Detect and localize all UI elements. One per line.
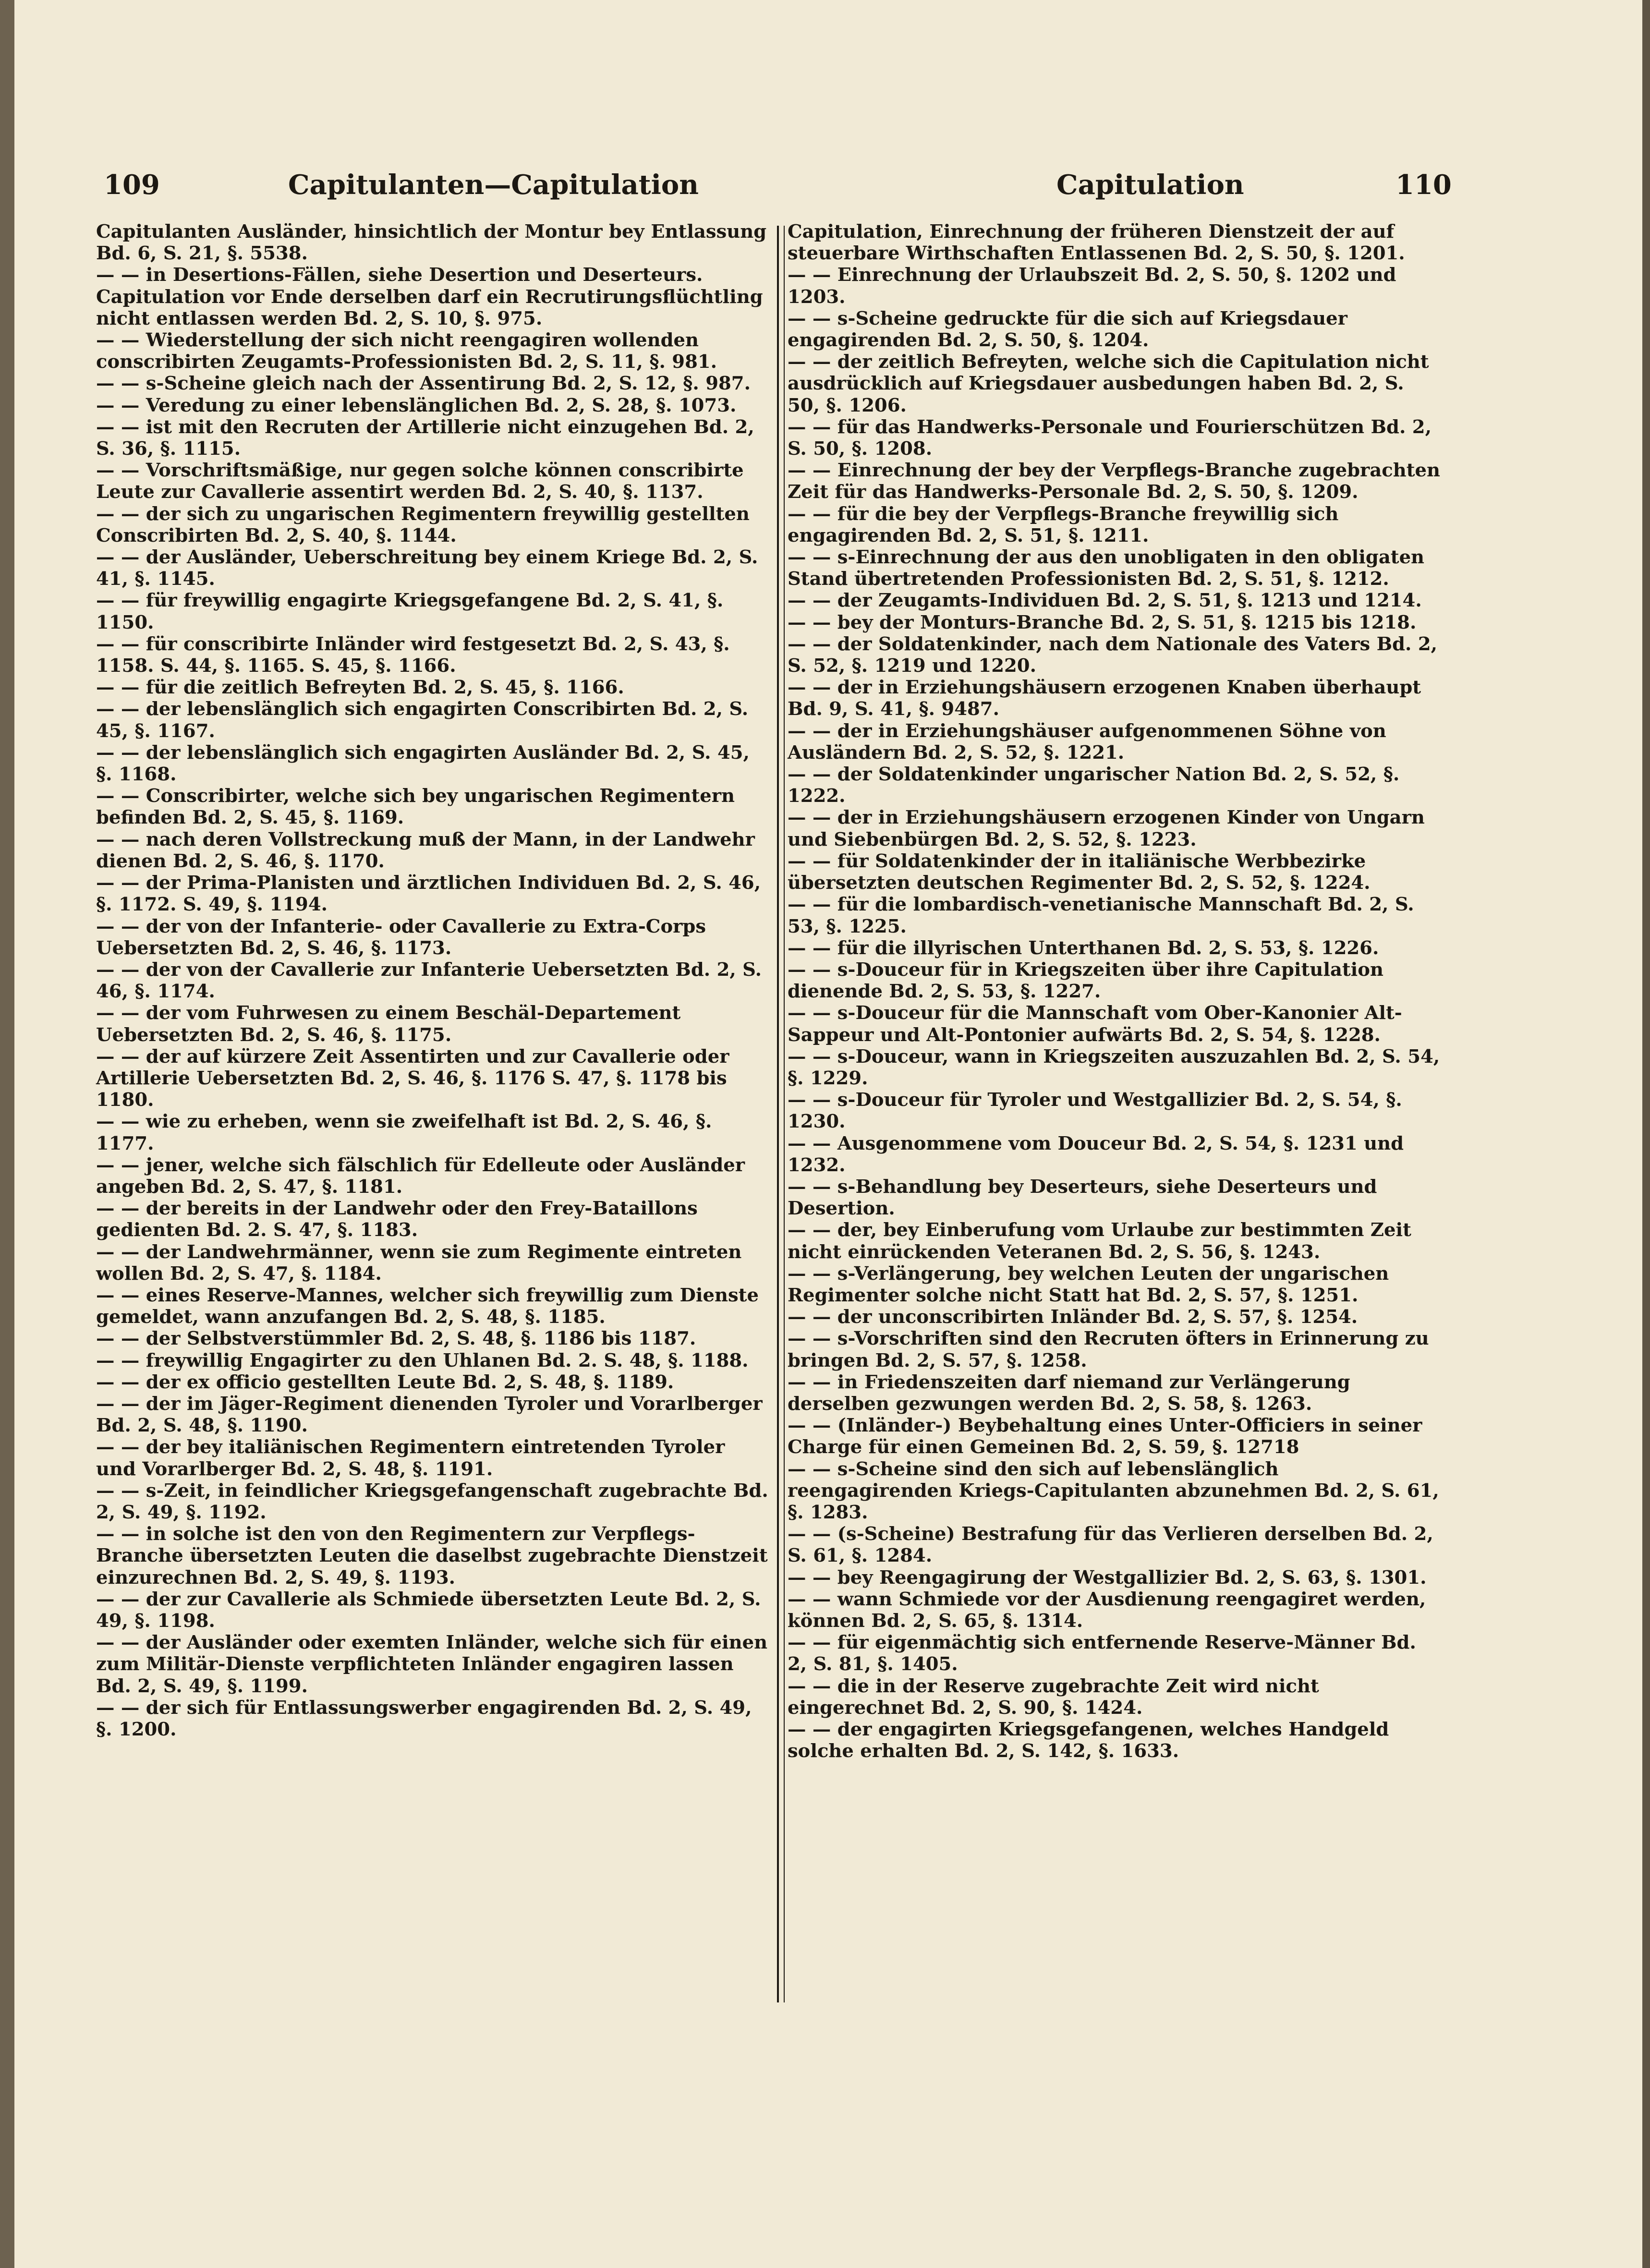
index-entry: — — (Inländer-) Beybehaltung eines Unter-Officiers in seiner Charge für einen Gemeinen Bd. 2, S. 59, §. 12718 [788,1415,1422,1458]
page-number-right: 110 [1395,169,1452,201]
index-entry: — — Einrechnung der Urlaubszeit Bd. 2, S. 50, §. 1202 und 1203. [788,264,1396,308]
index-entry: — — der vom Fuhrwesen zu einem Beschäl-Departement Uebersetzten Bd. 2, S. 46, §. 1175. [96,1002,681,1046]
index-entry: — — s-Scheine gleich nach der Assentirung Bd. 2, S. 12, §. 987. [96,373,751,395]
index-entry: — — jener, welche sich fälschlich für Edelleute oder Ausländer angeben Bd. 2, S. 47, §. 1181. [96,1154,745,1198]
index-entry: — — in Friedenszeiten darf niemand zur Verlängerung derselben gezwungen werden Bd. 2, S. 58, §. 1263. [788,1371,1350,1415]
index-entry: — — Vorschriftsmäßige, nur gegen solche können conscribirte Leute zur Cavallerie assentirt werden Bd. 2, S. 40, §. 1137. [96,460,744,503]
index-entry: — — der von der Cavallerie zur Infanterie Uebersetzten Bd. 2, S. 46, §. 1174. [96,958,762,1003]
index-entry: — — der Selbstverstümmler Bd. 2, S. 48, §. 1186 bis 1187. [96,1328,696,1350]
page-edge [1642,0,1650,2268]
index-entry: — — wann Schmiede vor der Ausdienung reengagiret werden, können Bd. 2, S. 65, §. 1314. [788,1588,1426,1632]
index-entry: — — s-Douceur für die Mannschaft vom Ober-Kanonier Alt-Sappeur und Alt-Pontonier aufwärts Bd. 2, S. 54, §. 1228. [788,1002,1402,1046]
index-entry: — — s-Einrechnung der aus den unobligaten in den obligaten Stand übertretenden Professionisten Bd. 2, S. 51, §. 1212. [788,546,1425,590]
index-entry: — — für die zeitlich Befreyten Bd. 2, S. 45, §. 1166. [96,677,624,699]
index-entry: — — der von der Infanterie- oder Cavallerie zu Extra-Corps Uebersetzten Bd. 2, S. 46, §. 1173. [96,915,706,959]
index-entry: — — nach deren Vollstreckung muß der Mann, in der Landwehr dienen Bd. 2, S. 46, §. 1170. [96,828,755,872]
index-entry: — — in Desertions-Fällen, siehe Desertion und Deserteurs. [96,264,703,286]
index-entry: — — für Soldatenkinder der in italiänische Werbbezirke übersetzten deutschen Regimenter Bd. 2, S. 52, §. 1224. [788,850,1371,894]
index-entry: — — bey der Monturs-Branche Bd. 2, S. 51, §. 1215 bis 1218. [788,611,1417,633]
index-entry: — — s-Douceur für in Kriegszeiten über ihre Capitulation dienende Bd. 2, S. 53, §. 1227. [788,958,1383,1003]
index-column-left [96,221,768,1740]
index-entry: — — der im Jäger-Regiment dienenden Tyroler und Vorarlberger Bd. 2, S. 48, §. 1190. [96,1393,763,1437]
running-title-left: Capitulanten—Capitulation [288,169,699,201]
index-entry: — — freywillig Engagirter zu den Uhlanen Bd. 2. S. 48, §. 1188. [96,1349,749,1371]
index-entry: — — der Soldatenkinder ungarischer Nation Bd. 2, S. 52, §. 1222. [788,764,1400,807]
index-entry: — — für conscribirte Inländer wird festgesetzt Bd. 2, S. 43, §. 1158. S. 44, §. 1165. S. 45, §. 1166. [96,633,730,677]
index-entry: — — s-Vorschriften sind den Recruten öfters in Erinnerung zu bringen Bd. 2, S. 57, §. 1258. [788,1328,1429,1371]
index-entry: Capitulation, Einrechnung der früheren Dienstzeit der auf steuerbare Wirthschaften Entlassenen Bd. 2, S. 50, §. 1201. [788,221,1405,265]
index-entry: — — s-Douceur für Tyroler und Westgallizier Bd. 2, S. 54, §. 1230. [788,1089,1402,1133]
index-entry: — — der ex officio gestellten Leute Bd. 2, S. 48, §. 1189. [96,1371,674,1393]
index-entry: — — der in Erziehungshäuser aufgenommenen Söhne von Ausländern Bd. 2, S. 52, §. 1221. [788,720,1386,764]
index-entry: — — Conscribirter, welche sich bey ungarischen Regimentern befinden Bd. 2, S. 45, §. 1169. [96,785,735,829]
index-entry: — — Veredung zu einer lebenslänglichen Bd. 2, S. 28, §. 1073. [96,394,737,416]
index-entry: — — die in der Reserve zugebrachte Zeit wird nicht eingerechnet Bd. 2, S. 90, §. 1424. [788,1675,1319,1719]
index-entry: — — für freywillig engagirte Kriegsgefangene Bd. 2, S. 41, §. 1150. [96,590,724,633]
index-entry: — — der Landwehrmänner, wenn sie zum Regimente eintreten wollen Bd. 2, S. 47, §. 1184. [96,1241,742,1285]
index-entry: — — ist mit den Recruten der Artillerie nicht einzugehen Bd. 2, S. 36, §. 1115. [96,416,754,460]
index-column-right [788,221,1441,1762]
index-entry: — — s-Verlängerung, bey welchen Leuten der ungarischen Regimenter solche nicht Statt hat Bd. 2, S. 57, §. 1251. [788,1262,1389,1306]
index-entry: — — der Ausländer, Ueberschreitung bey einem Kriege Bd. 2, S. 41, §. 1145. [96,546,758,590]
index-entry: — — s-Scheine gedruckte für die sich auf Kriegsdauer engagirenden Bd. 2, S. 50, §. 1204. [788,307,1347,352]
index-entry: — — für die lombardisch-venetianische Mannschaft Bd. 2, S. 53, §. 1225. [788,894,1414,937]
index-entry: — — für die bey der Verpflegs-Branche freywillig sich engagirenden Bd. 2, S. 51, §. 1211. [788,503,1339,546]
index-entry: — — s-Zeit, in feindlicher Kriegsgefangenschaft zugebrachte Bd. 2, S. 49, §. 1192. [96,1480,768,1523]
index-entry: — — der in Erziehungshäusern erzogenen Knaben überhaupt Bd. 9, S. 41, §. 9487. [788,677,1421,720]
index-entry: — — (s-Scheine) Bestrafung für das Verlieren derselben Bd. 2, S. 61, §. 1284. [788,1523,1433,1567]
index-entry: — — eines Reserve-Mannes, welcher sich freywillig zum Dienste gemeldet, wann anzufangen Bd. 2, S. 48, §. 1185. [96,1284,759,1328]
index-entry: — — für eigenmächtig sich entfernende Reserve-Männer Bd. 2, S. 81, §. 1405. [788,1632,1416,1675]
index-entry: — — Wiederstellung der sich nicht reengagiren wollenden conscribirten Zeugamts-Professionisten Bd. 2, S. 11, §. 981. [96,329,717,373]
index-entry: — — der zur Cavallerie als Schmiede übersetzten Leute Bd. 2, S. 49, §. 1198. [96,1588,761,1632]
index-entry: — — der auf kürzere Zeit Assentirten und zur Cavallerie oder Artillerie Uebersetzten Bd. 2, S. 46, §. 1176 S. 47, §. 1178 bis 1180. [96,1045,729,1111]
index-entry: — — s-Scheine sind den sich auf lebenslänglich reengagirenden Kriegs-Capitulanten abzunehmen Bd. 2, S. 61, §. 1283. [788,1458,1439,1523]
running-title-right: Capitulation [1056,169,1244,201]
index-entry: — — der engagirten Kriegsgefangenen, welches Handgeld solche erhalten Bd. 2, S. 142, §. 1633. [788,1719,1389,1762]
index-entry: — — wie zu erheben, wenn sie zweifelhaft ist Bd. 2, S. 46, §. 1177. [96,1111,712,1154]
index-entry: — — der in Erziehungshäusern erzogenen Kinder von Ungarn und Siebenbürgen Bd. 2, S. 52, §. 1223. [788,807,1425,850]
index-entry: — — der bereits in der Landwehr oder den Frey-Bataillons gedienten Bd. 2. S. 47, §. 1183. [96,1198,698,1241]
index-entry: — — der, bey Einberufung vom Urlaube zur bestimmten Zeit nicht einrückenden Veteranen Bd. 2, S. 56, §. 1243. [788,1219,1411,1263]
index-entry: — — Einrechnung der bey der Verpflegs-Branche zugebrachten Zeit für das Handwerks-Personale Bd. 2, S. 50, §. 1209. [788,460,1440,503]
index-entry: — — der Ausländer oder exemten Inländer, welche sich für einen zum Militär-Dienste verpflichteten Inländer engagiren lassen Bd. 2, S. 49, §. 1199. [96,1632,768,1697]
index-entry: — — der sich für Entlassungswerber engagirenden Bd. 2, S. 49, §. 1200. [96,1697,752,1741]
index-entry: — — s-Behandlung bey Deserteurs, siehe Deserteurs und Desertion. [788,1176,1377,1220]
index-entry: — — in solche ist den von den Regimentern zur Verpflegs-Branche übersetzten Leuten die daselbst zugebrachte Dienstzeit einzurechnen Bd. 2, S. 49, §. 1193. [96,1523,768,1589]
index-entry: — — bey Reengagirung der Westgallizier Bd. 2, S. 63, §. 1301. [788,1566,1427,1589]
index-entry: — — der zeitlich Befreyten, welche sich die Capitulation nicht ausdrücklich auf Kriegsdauer ausbedungen haben Bd. 2, S. 50, §. 1206. [788,351,1429,416]
index-entry: Capitulation vor Ende derselben darf ein Recrutirungsflüchtling nicht entlassen werden Bd. 2, S. 10, §. 975. [96,286,763,329]
index-entry: — — der Prima-Planisten und ärztlichen Individuen Bd. 2, S. 46, §. 1172. S. 49, §. 1194. [96,872,761,916]
column-divider-thin [784,226,785,2002]
book-spine [0,0,14,2268]
index-entry: — — für die illyrischen Unterthanen Bd. 2, S. 53, §. 1226. [788,937,1379,959]
index-entry: — — der Soldatenkinder, nach dem Nationale des Vaters Bd. 2, S. 52, §. 1219 und 1220. [788,633,1438,677]
index-entry: — — für das Handwerks-Personale und Fourierschützen Bd. 2, S. 50, §. 1208. [788,416,1432,460]
index-entry: — — der lebenslänglich sich engagirten Ausländer Bd. 2, S. 45, §. 1168. [96,741,750,786]
index-entry: Capitulanten Ausländer, hinsichtlich der Montur bey Entlassung Bd. 6, S. 21, §. 5538. [96,221,767,265]
index-entry: — — der lebenslänglich sich engagirten Conscribirten Bd. 2, S. 45, §. 1167. [96,698,749,742]
index-entry: — — s-Douceur, wann in Kriegszeiten auszuzahlen Bd. 2, S. 54, §. 1229. [788,1045,1440,1089]
page-number-left: 109 [104,169,160,201]
index-entry: — — der bey italiänischen Regimentern eintretenden Tyroler und Vorarlberger Bd. 2, S. 48, §. 1191. [96,1436,725,1480]
index-entry: — — der unconscribirten Inländer Bd. 2, S. 57, §. 1254. [788,1306,1358,1328]
index-entry: — — der sich zu ungarischen Regimentern freywillig gestellten Conscribirten Bd. 2, S. 40, §. 1144. [96,503,750,546]
index-entry: — — Ausgenommene vom Douceur Bd. 2, S. 54, §. 1231 und 1232. [788,1132,1404,1176]
column-divider [777,226,779,2002]
index-entry: — — der Zeugamts-Individuen Bd. 2, S. 51, §. 1213 und 1214. [788,590,1422,612]
